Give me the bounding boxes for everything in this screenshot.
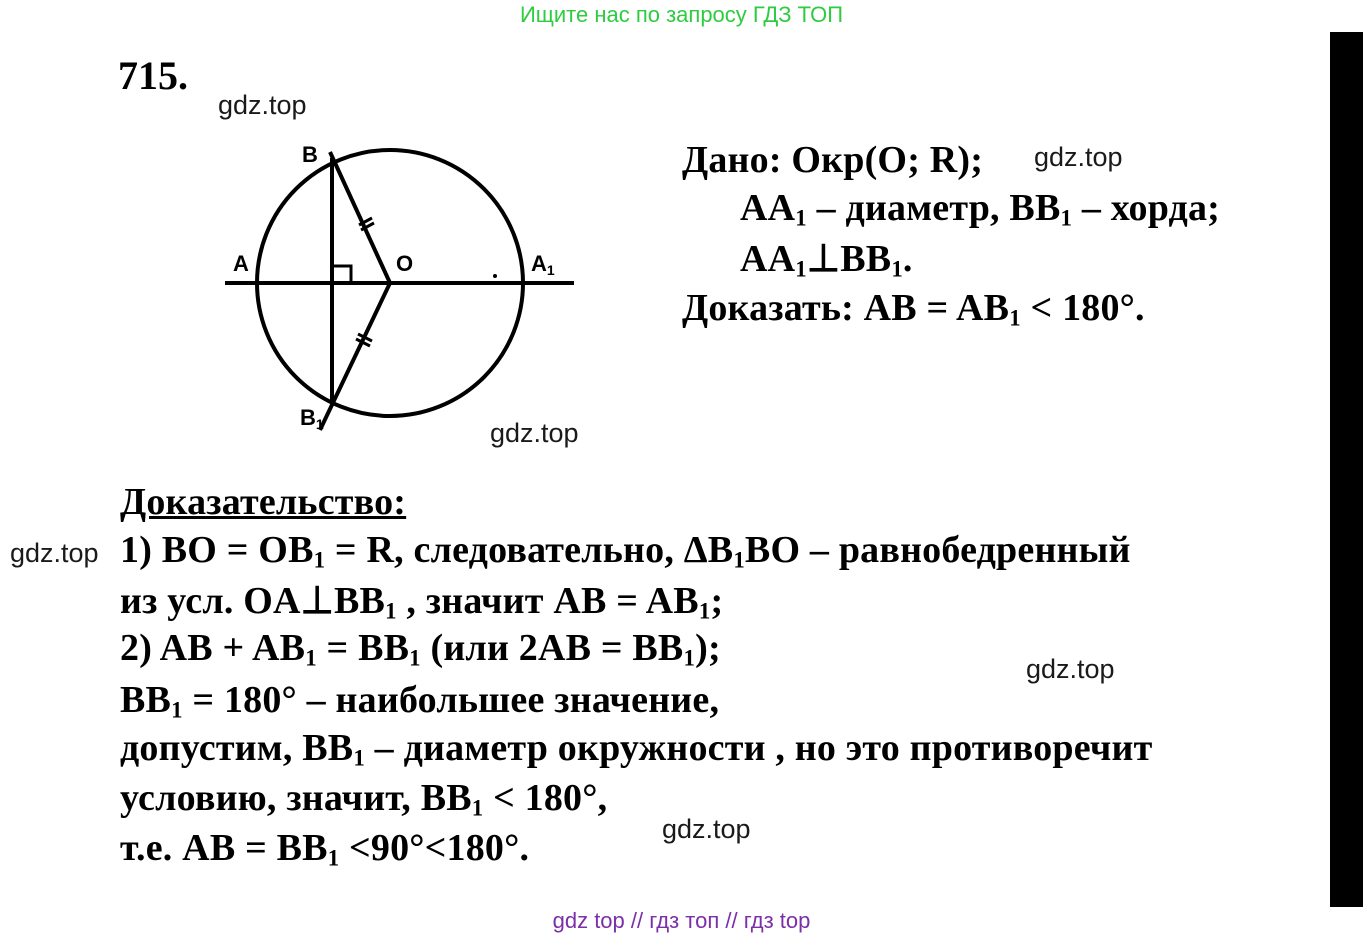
watermark: gdz.top <box>218 90 307 120</box>
proof-line-6: условию, значит, $BB_1 < 180^\circ$, <box>120 777 608 821</box>
given-line-3: $AA_1\perp BB_1$. <box>740 238 913 282</box>
top-banner: Ищите нас по запросу ГДЗ ТОП <box>519 2 844 27</box>
label-o: O <box>396 251 414 276</box>
label-a1: A1 <box>531 251 555 278</box>
given-line-1: Дано: Окр(O; R); <box>682 139 984 181</box>
label-a: A <box>233 251 249 276</box>
proof-line-7: т.е. AB = $BB_1 <90^\circ<180^\circ$. <box>120 827 530 871</box>
right-angle-mark <box>334 266 351 282</box>
proof-line-4: $BB_1 = 180^\circ$ – наибольшее значение, <box>120 679 720 723</box>
watermark: gdz.top <box>1034 142 1123 172</box>
watermark: gdz.top <box>1026 654 1115 684</box>
footer-links[interactable]: gdz top // гдз топ // гдз top <box>552 908 811 933</box>
dot <box>493 274 497 278</box>
scan-edge-bar <box>1330 32 1363 907</box>
watermark: gdz.top <box>662 814 751 844</box>
watermark: gdz.top <box>490 418 579 448</box>
prove-line: Доказать: AB = $AB_1 < 180^\circ$. <box>682 287 1145 331</box>
circle-diagram <box>200 130 600 440</box>
proof-line-2: из усл. $OA\perp BB_1$ , значит AB = $AB_1$; <box>120 580 724 624</box>
problem-number: 715. <box>118 53 188 98</box>
watermark: gdz.top <box>10 538 99 568</box>
label-b: B <box>302 142 318 167</box>
proof-line-5: допустим, $BB_1$ – диаметр окружности , но это противоречит <box>120 727 1153 771</box>
label-b1: B1 <box>300 405 324 432</box>
given-line-2: $AA_1$ – диаметр, $BB_1$ – хорда; <box>740 187 1221 231</box>
proof-line-3: 2) AB + $AB_1 = BB_1$ (или $2AB = BB_1$); <box>120 627 721 671</box>
segment-bo <box>330 152 390 283</box>
proof-line-1: 1) BO = $OB_1 = R$, следовательно, $\Delta B_1BO$ – равнобедренный <box>120 529 1131 573</box>
proof-heading: Доказательство: <box>120 481 407 523</box>
